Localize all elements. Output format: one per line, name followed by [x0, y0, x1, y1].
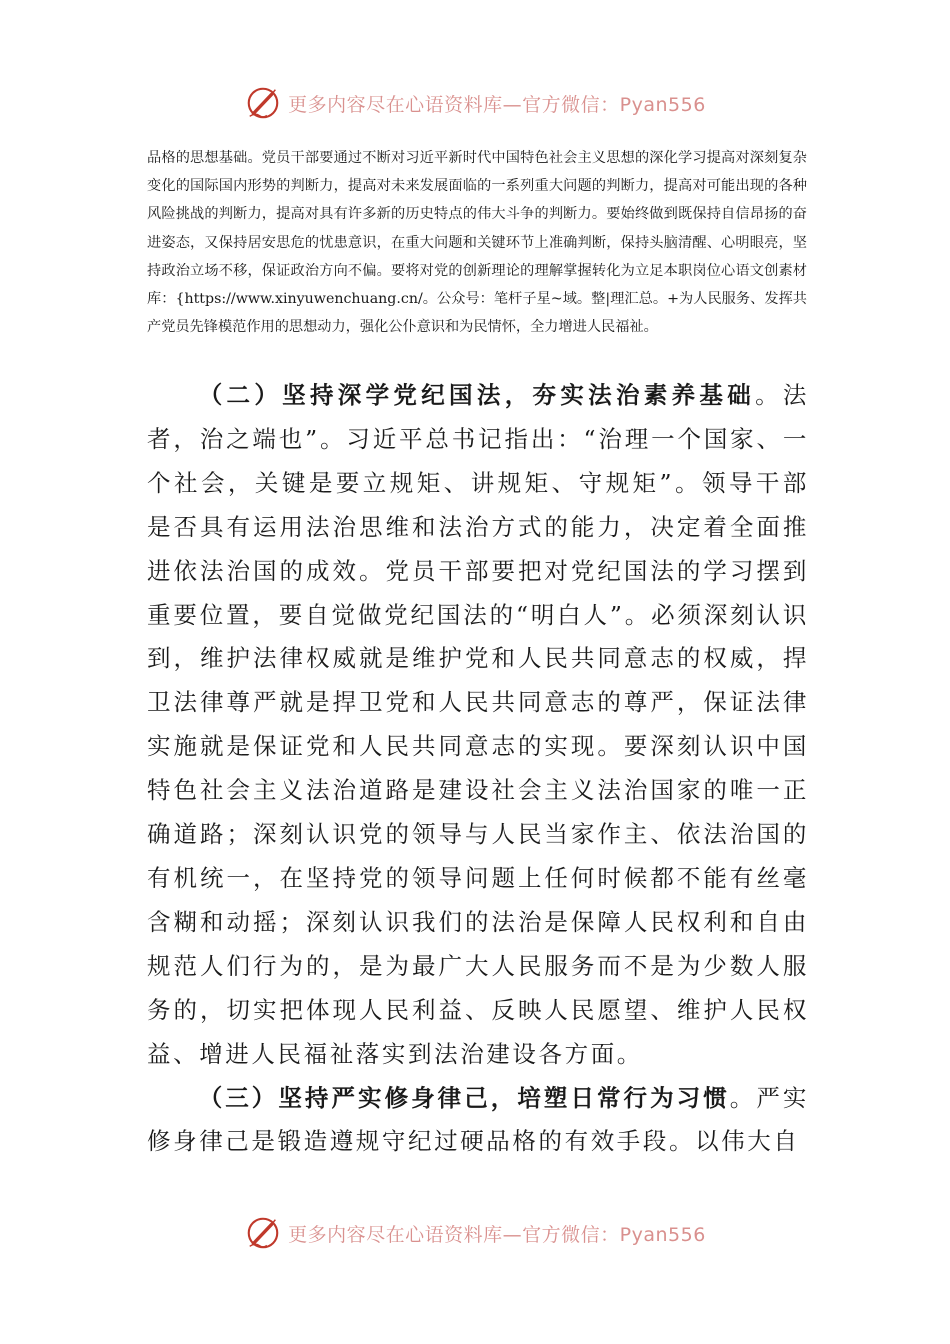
pen-circle-logo-icon [244, 84, 282, 122]
header-banner [0, 78, 950, 128]
pen-circle-logo-icon [244, 1214, 282, 1252]
small-paragraph-text: 品格的思想基础。党员干部要通过不断对习近平新时代中国特色社会主义思想的深化学习提高对深刻复杂变化的国际国内形势的判断力，提高对未来发展面临的一系列重大问题的判断力，提高对可能出现的各种风险挑战的判断力，提高对具有许多新的历史特点的伟大斗争的判断力。要始终做到既保持自信昂扬的奋进姿态，又保持居安思危的忧患意识，在重大问题和关键环节上准确判断，保持头脑清醒、心明眼亮，坚持政治立场不移，保证政治方向不偏。要将对党的创新理论的理解掌握转化为立足本职岗位心语文创素材库：{https://www.xinyuwenchuang.cn/。公众号：笔杆子星~域。整|理汇总。+为人民服务、发挥共产党员先锋模范作用的思想动力，强化公仆意识和为民情怀，全力增进人民福祉。 [147, 150, 807, 336]
section-two-paragraph [147, 374, 809, 1077]
footer-banner [0, 1208, 950, 1258]
section-three-heading: （三）坚持严实修身律己，培塑日常行为习惯 [198, 1083, 730, 1112]
section-two-body: 。法者，治之端也”。习近平总书记指出：“治理一个国家、一个社会，关键是要立规矩、讲规矩、守规矩”。领导干部是否具有运用法治思维和法治方式的能力，决定着全面推进依法治国的成效。党员干部要把对党纪国法的学习摆到重要位置，要自觉做党纪国法的“明白人”。必须深刻认识到，维护法律权威就是维护党和人民共同意志的权威，捍卫法律尊严就是捍卫党和人民共同意志的尊严，保证法律实施就是保证党和人民共同意志的实现。要深刻认识中国特色社会主义法治道路是建设社会主义法治国家的唯一正确道路；深刻认识党的领导与人民当家作主、依法治国的有机统一，在坚持党的领导问题上任何时候都不能有丝毫含糊和动摇；深刻认识我们的法治是保障人民权利和自由规范人们行为的，是为最广大人民服务而不是为少数人服务的，切实把体现人民利益、反映人民愿望、维护人民权益、增进人民福祉落实到法治建设各方面。 [147, 381, 809, 1068]
banner-text: 更多内容尽在心语资料库—官方微信：Pyan556 [288, 1223, 706, 1246]
main-body [147, 374, 809, 1164]
section-three-body: 。严实修身律己是锻造遵规守纪过硬品格的有效手段。以伟大自 [147, 1083, 809, 1156]
section-three-paragraph [147, 1077, 809, 1165]
continued-paragraph [147, 144, 807, 341]
banner-text: 更多内容尽在心语资料库—官方微信：Pyan556 [288, 93, 706, 116]
section-two-heading: （二）坚持深学党纪国法，夯实法治素养基础 [198, 381, 756, 409]
